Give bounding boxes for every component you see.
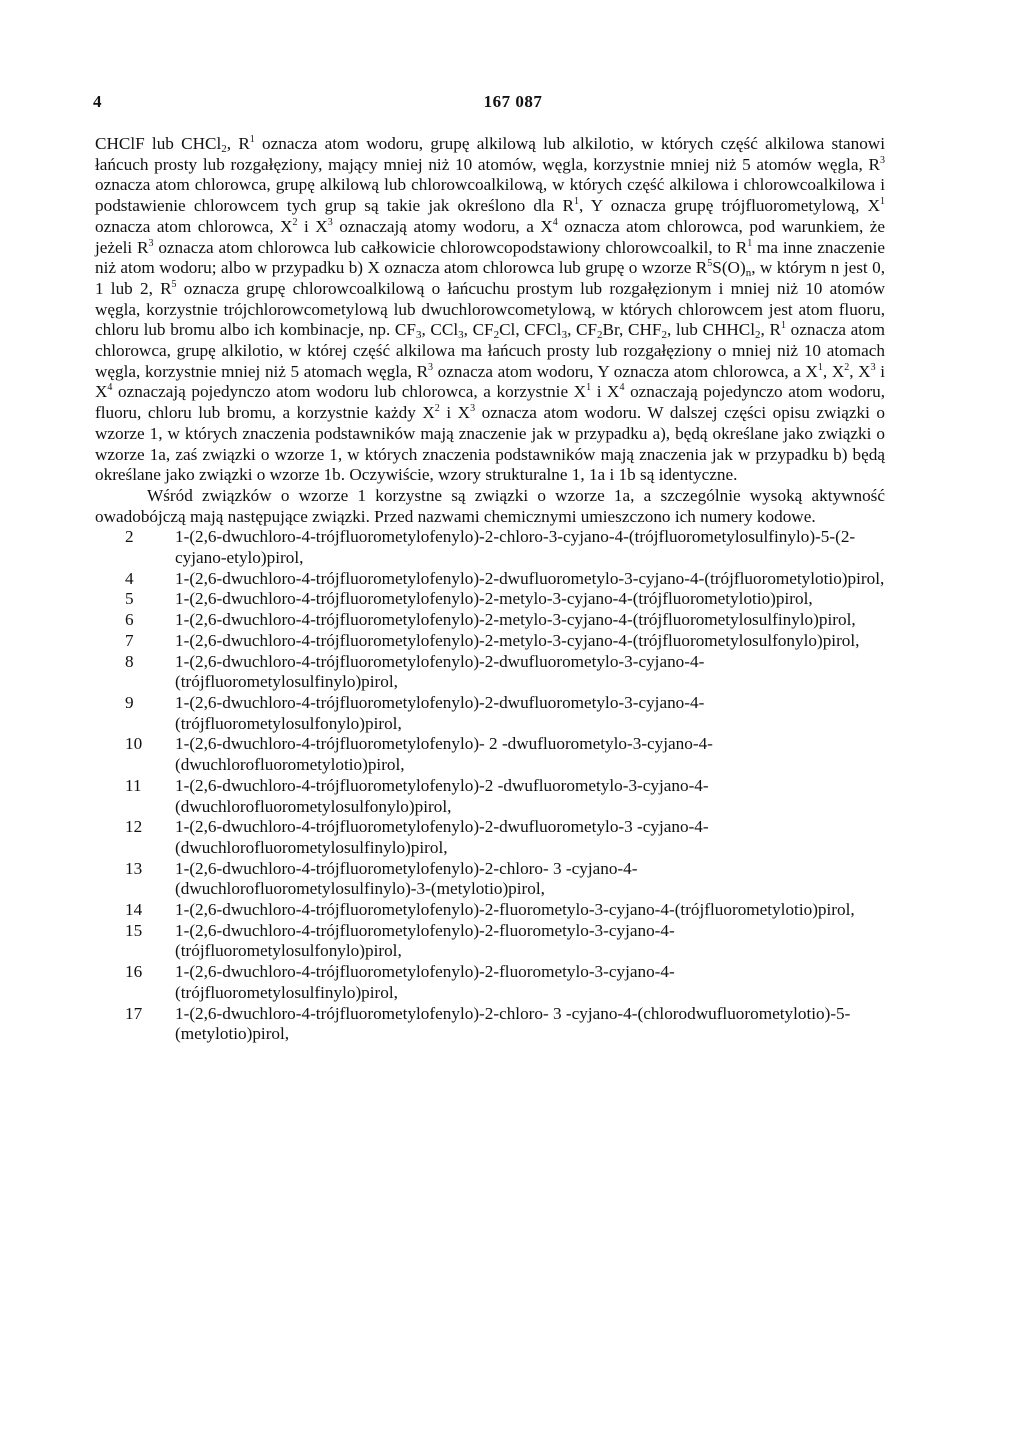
compound-code: 10: [125, 734, 143, 754]
page-number: 4: [93, 92, 102, 111]
compound-name: 1-(2,6-dwuchloro-4-trójfluorometylofenylo)-2-chloro- 3 -cyjano-4-(chlorodwufluorometylotio)-5-(metylotio)pirol,: [175, 1003, 851, 1044]
compound-code: 12: [125, 817, 143, 837]
compound-code: 15: [125, 920, 143, 940]
compound-code: 13: [125, 858, 143, 878]
compound-code: 11: [125, 775, 142, 795]
page-header: [93, 92, 933, 116]
paragraph-preferred-compounds: Wśród związków o wzorze 1 korzystne są związki o wzorze 1a, a szczególnie wysoką aktywność owadobójczą mają następujące związki. Przed nazwami chemicznymi umieszczono ich numery kodowe.: [95, 485, 885, 526]
compound-code: 2: [125, 527, 134, 547]
compound-name: 1-(2,6-dwuchloro-4-trójfluorometylofenylo)-2-dwufluorometylo-3-cyjano-4-(trójfluorometylosulfonylo)pirol,: [175, 692, 705, 733]
compound-item: [95, 776, 885, 817]
compound-name: 1-(2,6-dwuchloro-4-trójfluorometylofenylo)-2-metylo-3-cyjano-4-(trójfluorometylotio)pirol,: [175, 589, 813, 609]
document-body: [95, 134, 885, 1045]
compound-name: 1-(2,6-dwuchloro-4-trójfluorometylofenylo)-2-fluorometylo-3-cyjano-4-(trójfluorometylotio)pirol,: [175, 900, 855, 920]
compound-item: [95, 1004, 885, 1045]
compound-name: 1-(2,6-dwuchloro-4-trójfluorometylofenylo)-2-metylo-3-cyjano-4-(trójfluorometylosulfonylo)pirol,: [175, 630, 860, 650]
compound-item: [95, 962, 885, 1003]
compound-code: 4: [125, 568, 134, 588]
compound-code: 14: [125, 900, 143, 920]
paragraph-definitions: CHClF lub CHCl$_2$, $R^1$ oznacza atom wodoru, grupę alkilową lub alkilotio, w których część alkilowa stanowi łańcuch prosty lub rozgałęziony, mający mniej niż 10 atomów, węgla, korzystnie mniej niż 5 atomów węgla, $R^3$ oznacza atom chlorowca, grupę alkilową lub chlorowcoalkilową, w których część alkilowa i chlorowcoalkilowa i podstawienie chlorowcem tych grup są takie jak określono dla $R^1$, Y oznacza grupę trójfluorometylową, $X^1$ oznacza atom chlorowca, $X^2$ i $X^3$ oznaczają atomy wodoru, a $X^4$ oznacza atom chlorowca, pod warunkiem, że jeżeli $R^3$ oznacza atom chlorowca lub całkowicie chlorowcopodstawiony chlorowcoalkil, to $R^1$ ma inne znaczenie niż atom wodoru; albo w przypadku b) X oznacza atom chlorowca lub grupę o wzorze $R^5S(O)_n$, w którym n jest 0, 1 lub 2, $R^5$ oznacza grupę chlorowcoalkilową o łańcuchu prostym lub rozgałęzionym i mniej niż 10 atomów węgla, korzystnie trójchlorowcometylową lub dwuchlorowcometylową, w których chlorowcem jest atom fluoru, chloru lub bromu albo ich kombinacje, np. $CF_3$, CCl$_3$, $CF_2Cl$, CFCl$_3$, $CF_2Br$, $CHF_2$, lub CHHCl$_2$, $R^1$ oznacza atom chlorowca, grupę alkilotio, w której część alkilowa ma łańcuch prosty lub rozgałęziony o mniej niż 10 atomach węgla, korzystnie mniej niż 5 atomach węgla, $R^3$ oznacza atom wodoru, Y oznacza atom chlorowca, a $X^1$, $X^2$, $X^3$ i $X^4$ oznaczają pojedynczo atom wodoru lub chlorowca, a korzystnie $X^1$ i $X^4$ oznaczają pojedynczo atom wodoru, fluoru, chloru lub bromu, a korzystnie każdy $X^2$ i $X^3$ oznacza atom wodoru. W dalszej części opisu związki o wzorze 1, w których znaczenia podstawników mają znaczenie jak w przypadku a), będą określane jako związki o wzorze 1a, zaś związki o wzorze 1, w których znaczenia podstawników mają znaczenia jak w przypadku b) będą określane jako związki o wzorze 1b. Oczywiście, wzory strukturalne 1, 1a i 1b są identyczne.: [95, 134, 886, 485]
compound-item: [95, 921, 885, 962]
compound-name: 1-(2,6-dwuchloro-4-trójfluorometylofenylo)-2-fluorometylo-3-cyjano-4-(trójfluorometylosulfonylo)pirol,: [175, 920, 675, 961]
compound-item: [95, 610, 885, 631]
compound-name: 1-(2,6-dwuchloro-4-trójfluorometylofenylo)-2-dwufluorometylo-3 -cyjano-4-(dwuchlorofluorometylosulfinylo)pirol,: [175, 817, 709, 857]
compound-name: 1-(2,6-dwuchloro-4-trójfluorometylofenylo)- 2 -dwufluorometylo-3-cyjano-4-(dwuchlorofluorometylotio)pirol,: [175, 734, 713, 775]
compound-item: [95, 859, 885, 900]
compound-item: [95, 652, 885, 693]
compound-code: 8: [125, 651, 134, 671]
patent-number: 167 087: [483, 92, 543, 111]
compound-item: [95, 900, 885, 921]
compound-list: [95, 527, 885, 1045]
compound-item: [95, 569, 885, 590]
compound-name: 1-(2,6-dwuchloro-4-trójfluorometylofenylo)-2-dwufluorometylo-3-cyjano-4-(trójfluorometylosulfinylo)pirol,: [175, 651, 705, 692]
compound-item: [95, 734, 885, 775]
compound-item: [95, 817, 885, 858]
compound-name: 1-(2,6-dwuchloro-4-trójfluorometylofenylo)-2-metylo-3-cyjano-4-(trójfluorometylosulfinylo)pirol,: [175, 610, 856, 630]
compound-item: [95, 631, 885, 652]
compound-name: 1-(2,6-dwuchloro-4-trójfluorometylofenylo)-2-fluorometylo-3-cyjano-4-(trójfluorometylosulfinylo)pirol,: [175, 962, 675, 1002]
compound-item: [95, 693, 885, 734]
compound-name: 1-(2,6-dwuchloro-4-trójfluorometylofenylo)-2-chloro-3-cyjano-4-(trójfluorometylosulfinylo)-5-(2-cyjano-etylo)pirol,: [175, 527, 856, 568]
compound-name: 1-(2,6-dwuchloro-4-trójfluorometylofenylo)-2-dwufluorometylo-3-cyjano-4-(trójfluorometylotio)pirol,: [175, 568, 885, 588]
compound-code: 6: [125, 610, 134, 630]
compound-code: 5: [125, 589, 134, 609]
compound-name: 1-(2,6-dwuchloro-4-trójfluorometylofenylo)-2-chloro- 3 -cyjano-4-(dwuchlorofluorometylosulfinylo)-3-(metylotio)pirol,: [175, 858, 638, 899]
compound-code: 16: [125, 962, 143, 982]
compound-item: [95, 527, 885, 568]
compound-item: [95, 589, 885, 610]
compound-code: 17: [125, 1003, 143, 1023]
compound-code: 7: [125, 630, 134, 650]
compound-name: 1-(2,6-dwuchloro-4-trójfluorometylofenylo)-2 -dwufluorometylo-3-cyjano-4-(dwuchlorofluorometylosulfonylo)pirol,: [175, 775, 709, 816]
compound-code: 9: [125, 692, 134, 712]
